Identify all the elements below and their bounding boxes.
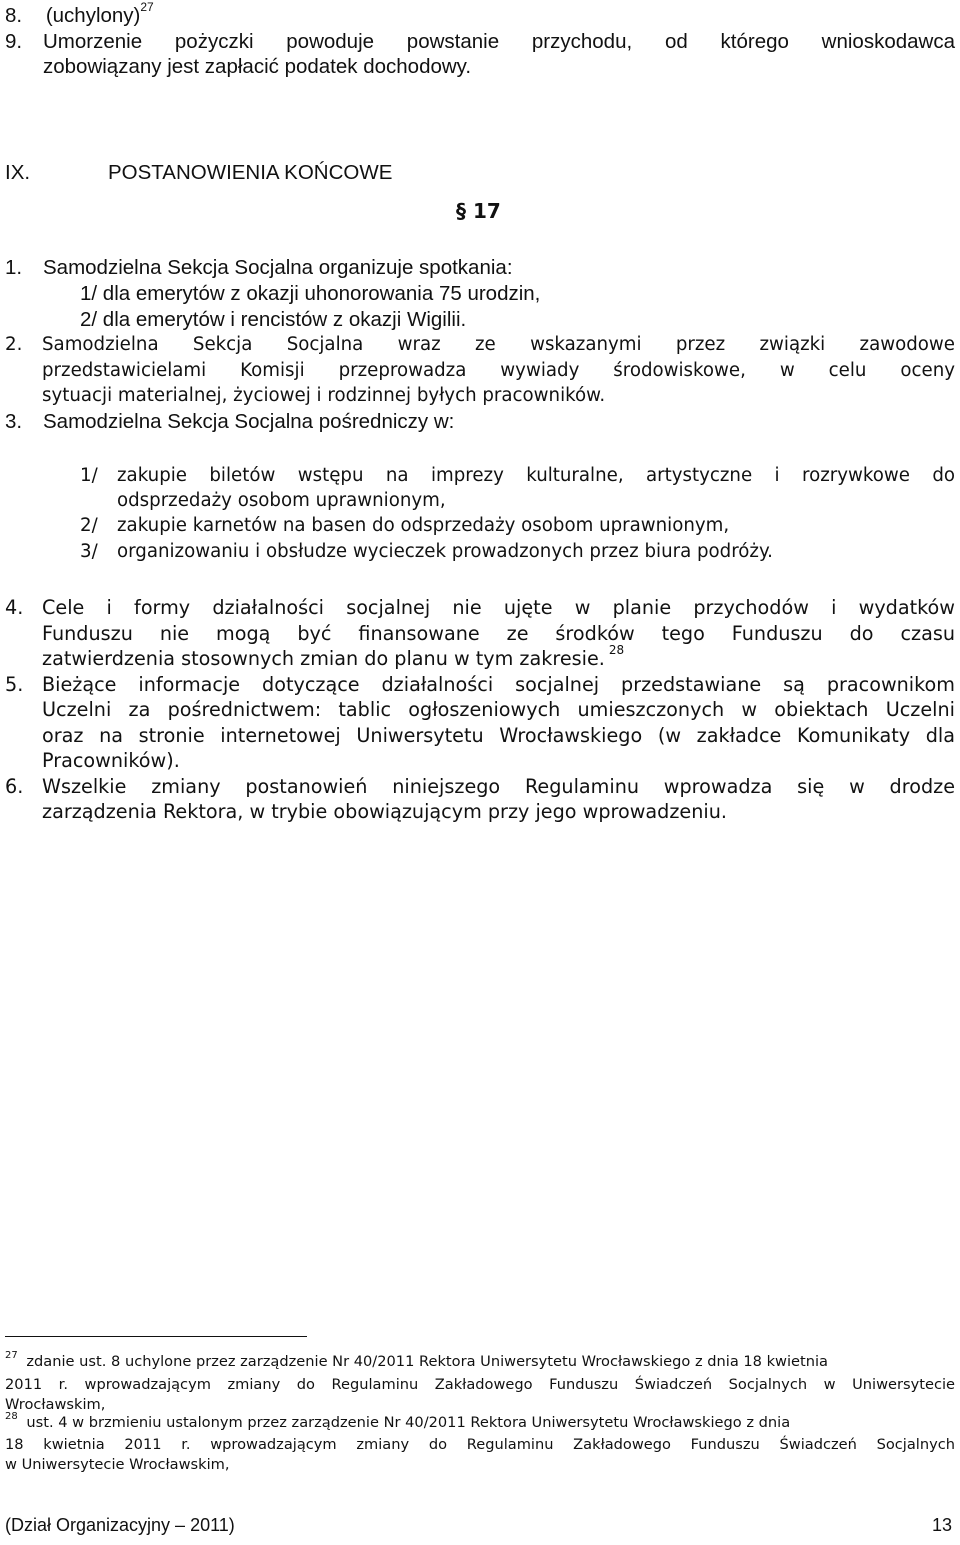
point-3-subitem-1-line-2: odsprzedaży osobom uprawnionym, [117,490,446,511]
point-5-line-3: oraz na stronie internetowej Uniwersytetu Wrocławskiego (w zakładce Komunikaty dla [42,724,955,747]
item-9-line-2: zobowiązany jest zapłacić podatek dochodowy. [43,55,472,78]
point-1-number: 1. [5,256,23,279]
point-2-line-1: Samodzielna Sekcja Socjalna wraz ze wskazanymi przez związki zawodowe [42,334,955,355]
footnote-ref-28: 28 [608,643,625,657]
item-9-line-1: Umorzenie pożyczki powoduje powstanie przychodu, od którego wnioskodawca [43,30,955,53]
footer-department: (Dział Organizacyjny – 2011) [5,1515,235,1535]
point-4-line-1: Cele i formy działalności socjalnej nie ujęte w planie przychodów i wydatków [42,596,955,619]
point-4-number: 4. [5,596,24,619]
point-3-subitem-3-text: organizowaniu i obsłudze wycieczek prowadzonych przez biura podróży. [117,541,773,562]
footnote-27-line-2: 2011 r. wprowadzającym zmiany do Regulaminu Zakładowego Funduszu Świadczeń Socjalnych w Uniwersytecie [5,1376,955,1393]
footnote-28-line-1 [5,1411,791,1431]
point-4-line-2: Funduszu nie mogą być finansowane ze środków tego Funduszu do czasu [42,622,955,645]
footnote-27-number: 27 [5,1350,18,1361]
footnote-28-line-3: w Uniwersytecie Wrocławskim, [5,1456,230,1473]
point-3-subitem-1-line-1: zakupie biletów wstępu na imprezy kulturalne, artystyczne i rozrywkowe do [117,465,955,486]
item-8-number: 8. [5,4,23,27]
point-4-line-3 [42,643,625,670]
point-3-subitem-1-number: 1/ [80,465,98,486]
footnote-ref-27: 27 [140,0,154,14]
point-2-line-3: sytuacji materialnej, życiowej i rodzinnej byłych pracowników. [42,385,606,406]
footnote-27-line-3: Wrocławskim, [5,1396,106,1413]
point-1-subitem-1: 1/ dla emerytów z okazji uhonorowania 75 urodzin, [80,282,541,305]
footnote-separator [5,1336,307,1337]
point-1-text: Samodzielna Sekcja Socjalna organizuje spotkania: [43,256,513,279]
point-3-number: 3. [5,410,23,433]
section-number: IX. [5,161,31,184]
point-3-subitem-2-number: 2/ [80,515,98,536]
point-5-line-1: Bieżące informacje dotyczące działalności socjalnej przedstawiane są pracownikom [42,673,955,696]
footnote-28-line-2: 18 kwietnia 2011 r. wprowadzającym zmiany do Regulaminu Zakładowego Funduszu Świadczeń Socjalnych [5,1436,955,1453]
item-8 [5,0,154,28]
footnote-28-text-1: ust. 4 w brzmieniu ustalonym przez zarządzenie Nr 40/2011 Rektora Uniwersytetu Wrocławskiego z dnia [26,1414,791,1431]
item-9-number: 9. [5,30,23,53]
point-2-line-2: przedstawicielami Komisji przeprowadza wywiady środowiskowe, w celu oceny [42,360,955,381]
footnote-27-text-1: zdanie ust. 8 uchylone przez zarządzenie Nr 40/2011 Rektora Uniwersytetu Wrocławskiego z dnia 18 kwietnia [26,1353,828,1370]
point-3-text: Samodzielna Sekcja Socjalna pośredniczy w: [43,410,455,433]
footnote-28-number: 28 [5,1411,18,1422]
point-1-subitem-2: 2/ dla emerytów i rencistów z okazji Wigilii. [80,308,467,331]
point-2-number: 2. [5,334,23,355]
point-3-subitem-3-number: 3/ [80,541,98,562]
point-3-subitem-2-text: zakupie karnetów na basen do odsprzedaży osobom uprawnionym, [117,515,730,536]
point-5-line-4: Pracowników). [42,749,180,772]
point-6-line-2: zarządzenia Rektora, w trybie obowiązującym przy jego wprowadzeniu. [42,800,727,823]
footnote-27-line-1 [5,1350,828,1370]
point-6-number: 6. [5,775,24,798]
point-4-line-3-text: zatwierdzenia stosownych zmian do planu w tym zakresie. [42,647,605,670]
page-number: 13 [931,1515,952,1535]
section-title: POSTANOWIENIA KOŃCOWE [108,161,393,184]
point-5-number: 5. [5,673,24,696]
point-5-line-2: Uczelni za pośrednictwem: tablic ogłoszeniowych umieszczonych w obiektach Uczelni [42,698,955,721]
paragraph-heading: § 17 [456,199,501,223]
item-8-text: (uchylony) [45,4,141,27]
point-6-line-1: Wszelkie zmiany postanowień niniejszego Regulaminu wprowadza się w drodze [42,775,955,798]
